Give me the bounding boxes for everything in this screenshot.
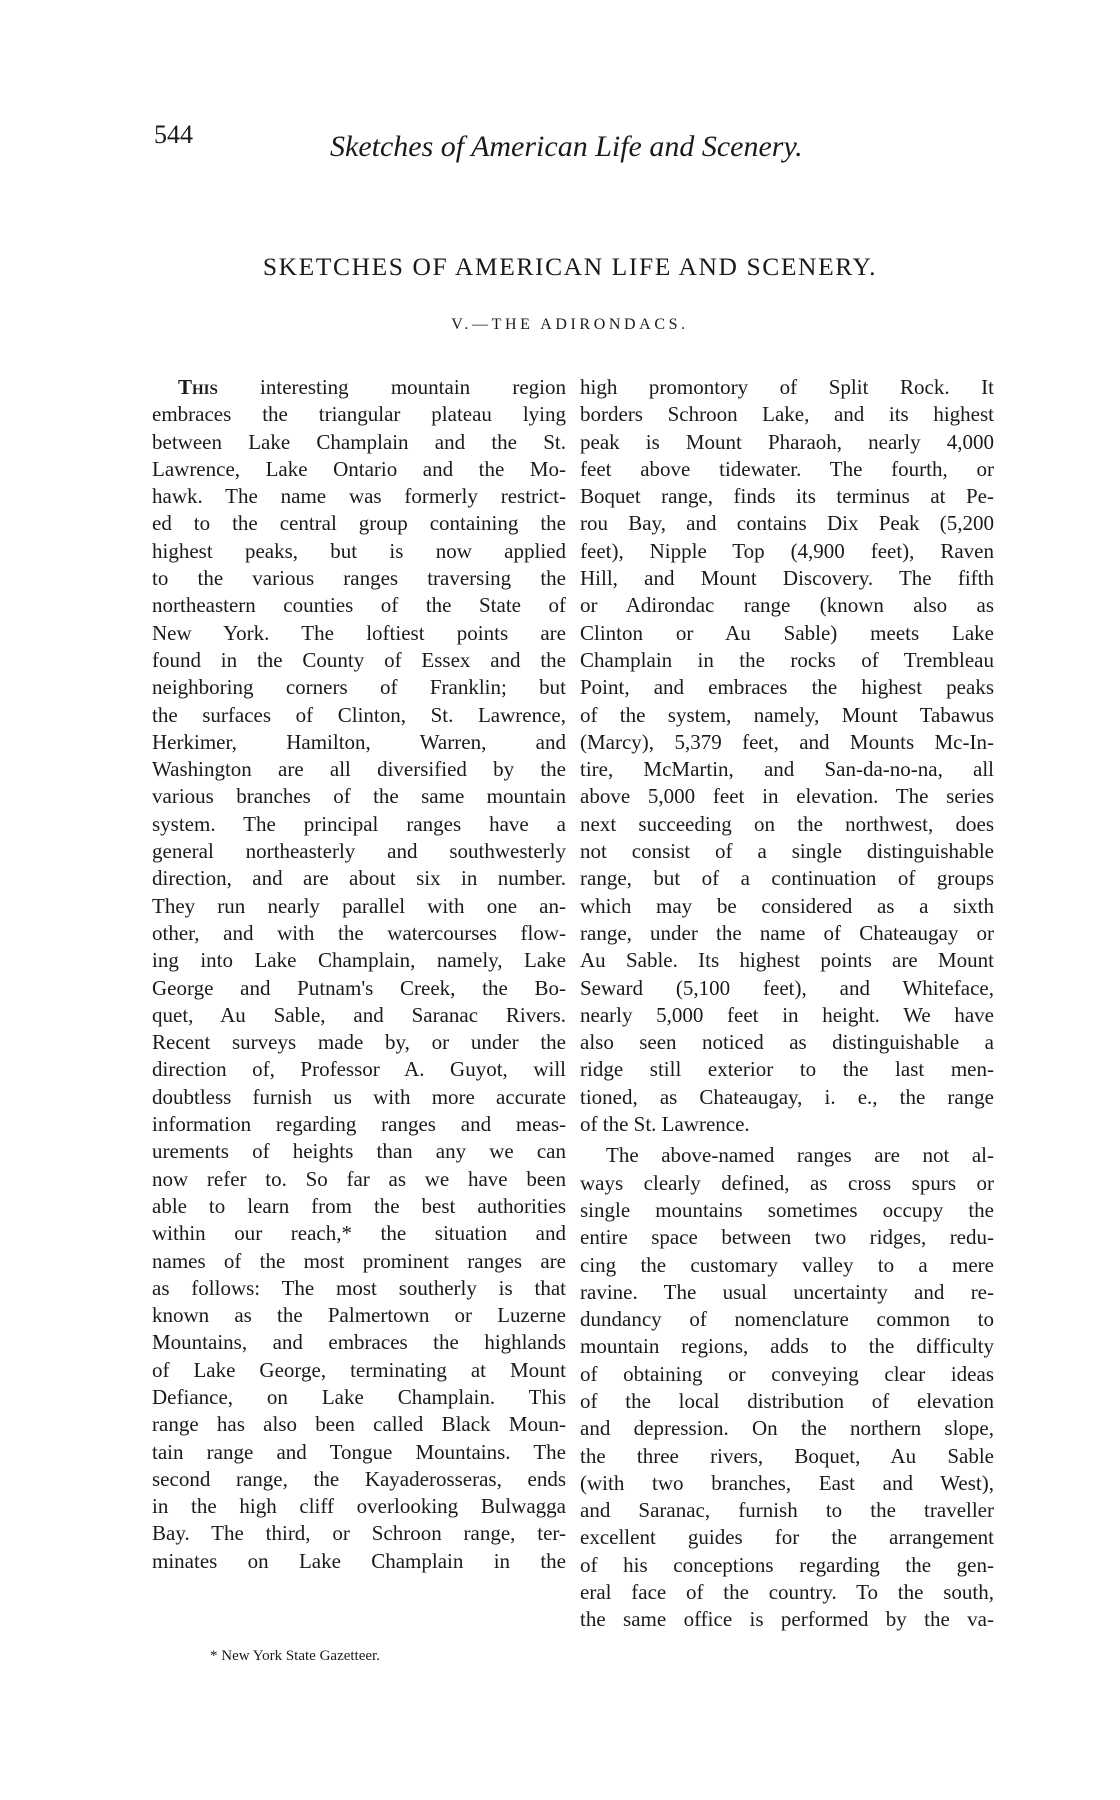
text-line: George and Putnam's Creek, the Bo- bbox=[152, 975, 566, 1000]
text-line: of the St. Lawrence. bbox=[580, 1112, 750, 1137]
text-line: ed to the central group containing the bbox=[152, 511, 566, 536]
drop-word: This bbox=[178, 375, 261, 399]
text-line: of the system, namely, Mount Tabawus bbox=[580, 702, 994, 727]
text-line: embraces the triangular plateau lying bbox=[152, 402, 566, 427]
text-line: to the various ranges traversing the bbox=[152, 566, 566, 591]
text-line: rou Bay, and contains Dix Peak (5,200 bbox=[580, 511, 994, 536]
text-line: The above-named ranges are not al- bbox=[606, 1143, 994, 1168]
text-line: northeastern counties of the State of bbox=[152, 593, 566, 618]
text-line: the surfaces of Clinton, St. Lawrence, bbox=[152, 702, 566, 727]
text-line: able to learn from the best authorities bbox=[152, 1193, 566, 1218]
text-line: Clinton or Au Sable) meets Lake bbox=[580, 620, 994, 645]
article-subtitle: V.—THE ADIRONDACS. bbox=[451, 316, 689, 333]
text-line: Au Sable. Its highest points are Mount bbox=[580, 948, 994, 973]
text-line: and depression. On the northern slope, bbox=[580, 1416, 994, 1441]
page-number: 544 bbox=[154, 120, 193, 149]
text-line: New York. The loftiest points are bbox=[152, 620, 566, 645]
text-line: various branches of the same mountain bbox=[152, 784, 566, 809]
right-column bbox=[580, 374, 994, 1634]
text-line: urements of heights than any we can bbox=[152, 1139, 566, 1164]
text-line: Boquet range, finds its terminus at Pe- bbox=[580, 484, 994, 509]
text-line: minates on Lake Champlain in the bbox=[152, 1548, 566, 1573]
text-line: They run nearly parallel with one an- bbox=[152, 893, 566, 918]
text-line: ravine. The usual uncertainty and re- bbox=[580, 1279, 994, 1304]
text-line: (Marcy), 5,379 feet, and Mounts Mc-In- bbox=[580, 729, 994, 754]
text-line: Point, and embraces the highest peaks bbox=[580, 675, 994, 700]
text-line: and Saranac, furnish to the traveller bbox=[580, 1498, 994, 1523]
text-line: Hill, and Mount Discovery. The fifth bbox=[580, 566, 994, 591]
left-column bbox=[152, 374, 566, 1575]
text-line: range has also been called Black Moun- bbox=[152, 1412, 566, 1437]
text-line: hawk. The name was formerly restrict- bbox=[152, 484, 566, 509]
text-line: not consist of a single distinguishable bbox=[580, 839, 994, 864]
text-line: now refer to. So far as we have been bbox=[152, 1166, 566, 1191]
text-line: highest peaks, but is now applied bbox=[152, 538, 566, 563]
text-line: Champlain in the rocks of Trembleau bbox=[580, 647, 994, 672]
text-line: range, but of a continuation of groups bbox=[580, 866, 994, 891]
text-line: feet above tidewater. The fourth, or bbox=[580, 456, 994, 481]
text-line: within our reach,* the situation and bbox=[152, 1221, 566, 1246]
article-title: SKETCHES OF AMERICAN LIFE AND SCENERY. bbox=[262, 252, 878, 281]
text-line: eral face of the country. To the south, bbox=[580, 1580, 994, 1605]
text-line: which may be considered as a sixth bbox=[580, 893, 994, 918]
text-line: direction, and are about six in number. bbox=[152, 866, 566, 891]
text-line: high promontory of Split Rock. It bbox=[580, 375, 994, 399]
text-line: tire, McMartin, and San-da-no-na, all bbox=[580, 757, 994, 782]
text-line: ing into Lake Champlain, namely, Lake bbox=[152, 948, 566, 973]
text-line: mountain regions, adds to the difficulty bbox=[580, 1334, 994, 1359]
text-line: of his conceptions regarding the gen- bbox=[580, 1552, 994, 1577]
text-line: Mountains, and embraces the highlands bbox=[152, 1330, 566, 1355]
text-line: (with two branches, East and West), bbox=[580, 1470, 994, 1495]
text-line: quet, Au Sable, and Saranac Rivers. bbox=[152, 1002, 566, 1027]
text-line: above 5,000 feet in elevation. The series bbox=[580, 784, 994, 809]
text-line: names of the most prominent ranges are bbox=[152, 1248, 566, 1273]
text-line: doubtless furnish us with more accurate bbox=[152, 1084, 566, 1109]
text-line: tioned, as Chateaugay, i. e., the range bbox=[580, 1084, 994, 1109]
text-line: Bay. The third, or Schroon range, ter- bbox=[152, 1521, 566, 1546]
text-line: borders Schroon Lake, and its highest bbox=[580, 402, 994, 427]
text-line: of Lake George, terminating at Mount bbox=[152, 1357, 566, 1382]
text-line: cing the customary valley to a mere bbox=[580, 1252, 994, 1277]
text-line: next succeeding on the northwest, does bbox=[580, 811, 994, 836]
running-head: Sketches of American Life and Scenery. bbox=[330, 130, 803, 163]
text-line: Lawrence, Lake Ontario and the Mo- bbox=[152, 456, 566, 481]
text-line: tain range and Tongue Mountains. The bbox=[152, 1439, 566, 1464]
text-line: between Lake Champlain and the St. bbox=[152, 429, 566, 454]
text-line: Washington are all diversified by the bbox=[152, 757, 566, 782]
text-line: Defiance, on Lake Champlain. This bbox=[152, 1384, 566, 1409]
text-line: nearly 5,000 feet in height. We have bbox=[580, 1002, 994, 1027]
text-line: single mountains sometimes occupy the bbox=[580, 1197, 994, 1222]
text-line: as follows: The most southerly is that bbox=[152, 1275, 566, 1300]
text-line: or Adirondac range (known also as bbox=[580, 593, 994, 618]
text-line: in the high cliff overlooking Bulwagga bbox=[152, 1494, 566, 1519]
text-line: found in the County of Essex and the bbox=[152, 647, 566, 672]
text-line: of the local distribution of elevation bbox=[580, 1388, 994, 1413]
text-line: ridge still exterior to the last men- bbox=[580, 1057, 994, 1082]
text-line: known as the Palmertown or Luzerne bbox=[152, 1303, 566, 1328]
text-line: Herkimer, Hamilton, Warren, and bbox=[152, 729, 566, 754]
text-line: other, and with the watercourses flow- bbox=[152, 920, 566, 945]
footnote: * New York State Gazetteer. bbox=[210, 1648, 380, 1664]
text-line: direction of, Professor A. Guyot, will bbox=[152, 1057, 566, 1082]
text-line: dundancy of nomenclature common to bbox=[580, 1307, 994, 1332]
text-line: the same office is performed by the va- bbox=[580, 1607, 994, 1632]
text-line: second range, the Kayaderosseras, ends bbox=[152, 1466, 566, 1491]
text-line: of obtaining or conveying clear ideas bbox=[580, 1361, 994, 1386]
text-line: entire space between two ridges, redu- bbox=[580, 1225, 994, 1250]
text-line: Recent surveys made by, or under the bbox=[152, 1030, 566, 1055]
text-line: feet), Nipple Top (4,900 feet), Raven bbox=[580, 538, 994, 563]
text-line: peak is Mount Pharaoh, nearly 4,000 bbox=[580, 429, 994, 454]
line-text: interesting mountain region bbox=[260, 375, 566, 399]
text-line: excellent guides for the arrangement bbox=[580, 1525, 994, 1550]
text-line bbox=[152, 374, 566, 401]
text-line: the three rivers, Boquet, Au Sable bbox=[580, 1443, 994, 1468]
text-line: system. The principal ranges have a bbox=[152, 811, 566, 836]
text-line: range, under the name of Chateaugay or bbox=[580, 920, 994, 945]
text-line: also seen noticed as distinguishable a bbox=[580, 1030, 994, 1055]
text-line: ways clearly defined, as cross spurs or bbox=[580, 1170, 994, 1195]
text-line: information regarding ranges and meas- bbox=[152, 1112, 566, 1137]
text-line: general northeasterly and southwesterly bbox=[152, 839, 566, 864]
text-line: neighboring corners of Franklin; but bbox=[152, 675, 566, 700]
text-line: Seward (5,100 feet), and Whiteface, bbox=[580, 975, 994, 1000]
